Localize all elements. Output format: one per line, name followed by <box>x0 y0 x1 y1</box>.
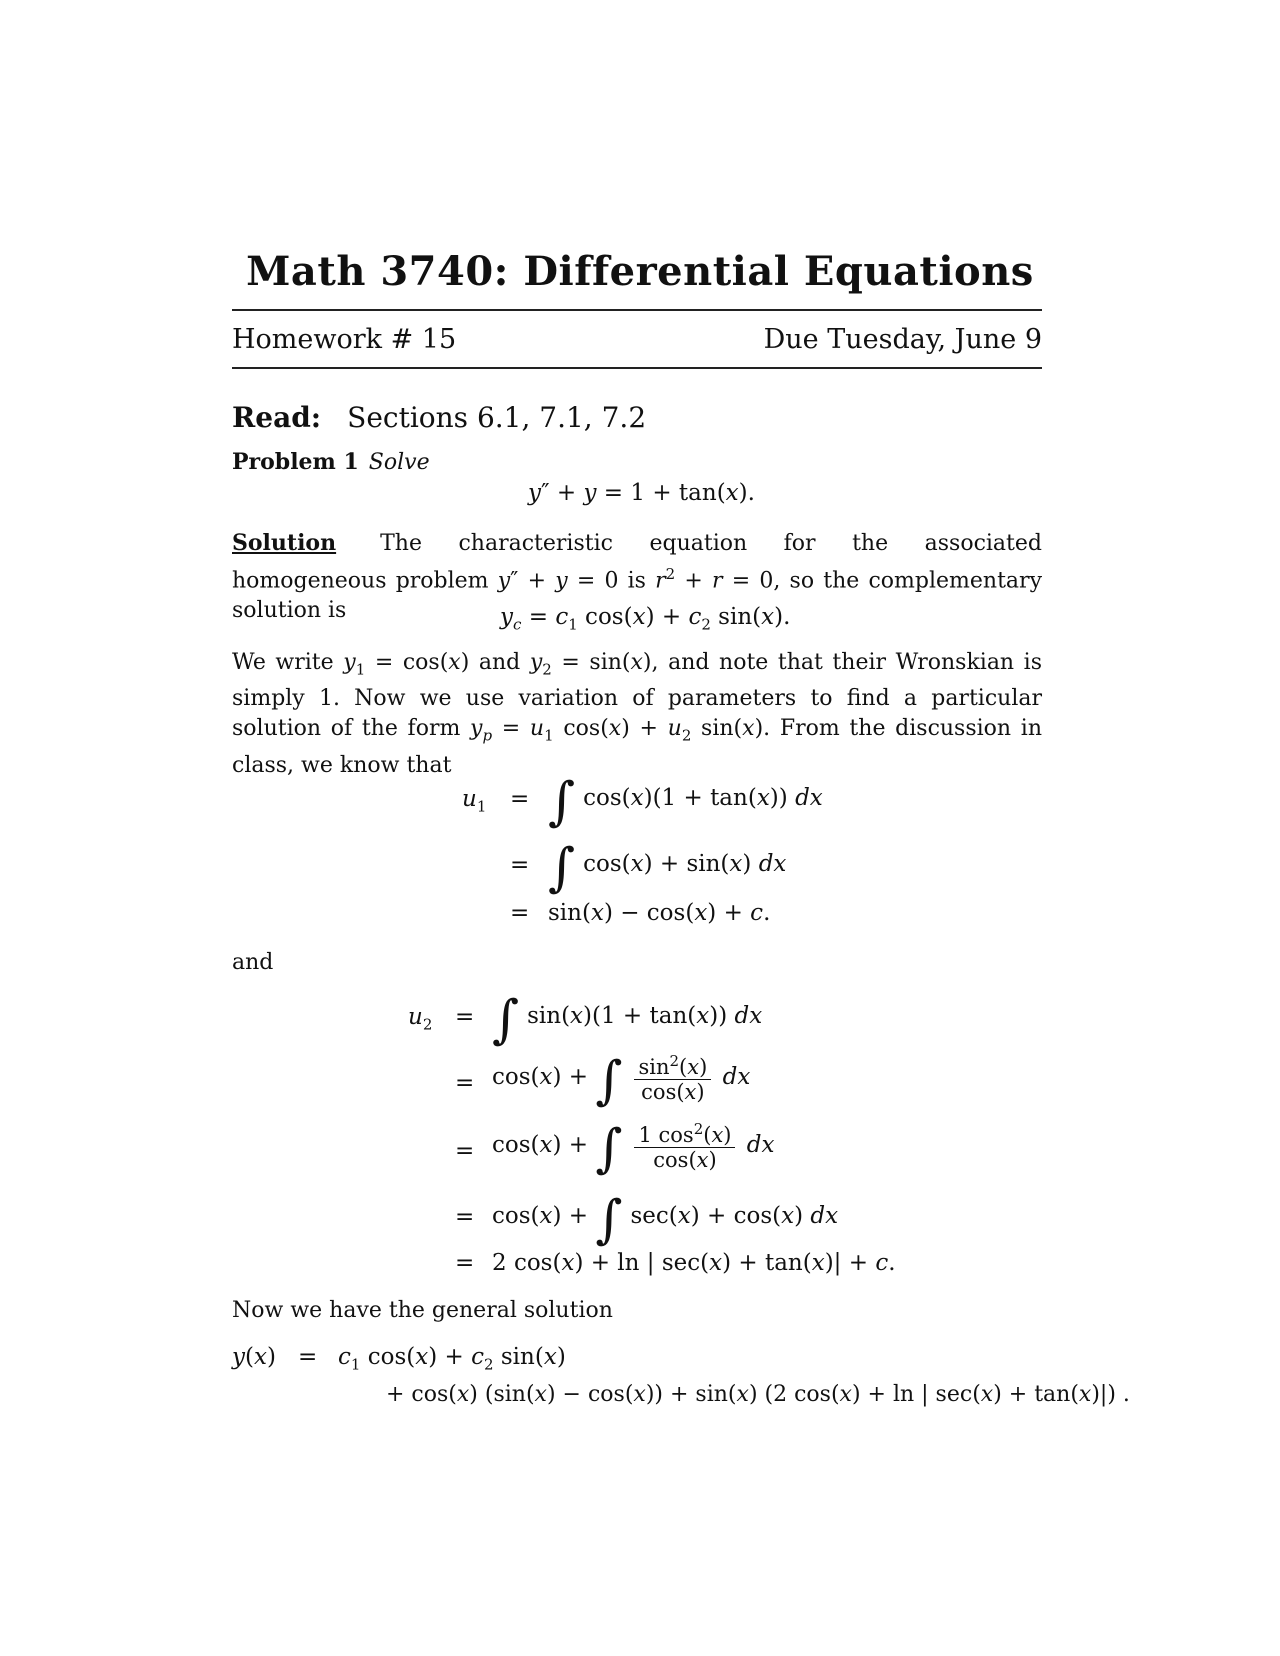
problem-heading <box>232 449 430 475</box>
u1-line-3: sin(x) − cos(x) + c. <box>548 900 771 926</box>
u2-symbol: $u_2$ <box>408 1004 433 1034</box>
u1-symbol: $u_1$ <box>462 786 487 816</box>
solution-paragraph-1: Solution The characteristic equation for the associated homogeneous problem y″ + y = 0 is $r^2 + r = 0$, so the complementary solution is <box>232 530 1042 624</box>
homework-number: Homework # 15 <box>232 324 457 355</box>
general-solution-intro: Now we have the general solution <box>232 1298 613 1323</box>
u1-line-2: ∫ cos(x) + sin(x) dx <box>548 838 787 898</box>
header-rule-top <box>232 309 1042 311</box>
general-lhs: y(x) <box>232 1344 276 1370</box>
reading-assignment <box>232 401 646 434</box>
u2-line-3: cos(x) + ∫ $\frac{1 \cos^2(x)}{\cos(x)}$ dx <box>492 1119 775 1179</box>
u2-line-5: 2 cos(x) + ln | sec(x) + tan(x)| + c. <box>492 1250 896 1276</box>
equals-sign: = <box>455 1004 475 1030</box>
due-date: Due Tuesday, June 9 <box>763 324 1042 355</box>
equals-sign: = <box>510 852 530 878</box>
equals-sign: = <box>455 1204 475 1230</box>
problem-instruction: Solve <box>368 450 430 475</box>
general-line-2: + cos(x) (sin(x) − cos(x)) + sin(x) (2 cos(x) + ln | sec(x) + tan(x)|) . <box>386 1382 1130 1407</box>
u1-line-1: ∫ cos(x)(1 + tan(x)) dx <box>548 772 823 832</box>
page-title: Math 3740: Differential Equations <box>246 248 1034 295</box>
and-connector: and <box>232 950 274 975</box>
equals-sign: = <box>298 1344 318 1370</box>
solution-label: Solution <box>232 530 337 556</box>
equals-sign: = <box>510 786 530 812</box>
equals-sign: = <box>455 1138 475 1164</box>
read-sections: Sections 6.1, 7.1, 7.2 <box>347 401 647 434</box>
u2-line-4: cos(x) + ∫ sec(x) + cos(x) dx <box>492 1190 839 1250</box>
problem-label: Problem 1 <box>232 449 359 475</box>
u2-line-2: cos(x) + ∫ $\frac{\sin^2(x)}{\cos(x)}$ dx <box>492 1051 751 1111</box>
ode-equation: y″ + y = 1 + tan(x). <box>528 480 755 506</box>
equals-sign: = <box>455 1070 475 1096</box>
read-label: Read: <box>232 401 322 434</box>
equals-sign: = <box>455 1250 475 1276</box>
complementary-solution: $y_c = c_1$ $\cos(x) + c_2$ sin(x). <box>500 604 791 634</box>
general-line-1: $c_1$ $\cos(x) + c_2$ sin(x) <box>338 1344 566 1374</box>
solution-paragraph-2: We write $y_1 = \cos(x)$ and $y_2 = \sin(x)$, and note that their Wronskian is simply 1. Now we use variation of parameters to find a particular solution of the form $y_p = u_1$ $\cos(x) + u_2$ sin(x). From the discussion in class, we know that <box>232 650 1043 778</box>
equals-sign: = <box>510 900 530 926</box>
u2-line-1: ∫ sin(x)(1 + tan(x)) dx <box>492 990 763 1050</box>
header-rule-bottom <box>232 367 1042 369</box>
